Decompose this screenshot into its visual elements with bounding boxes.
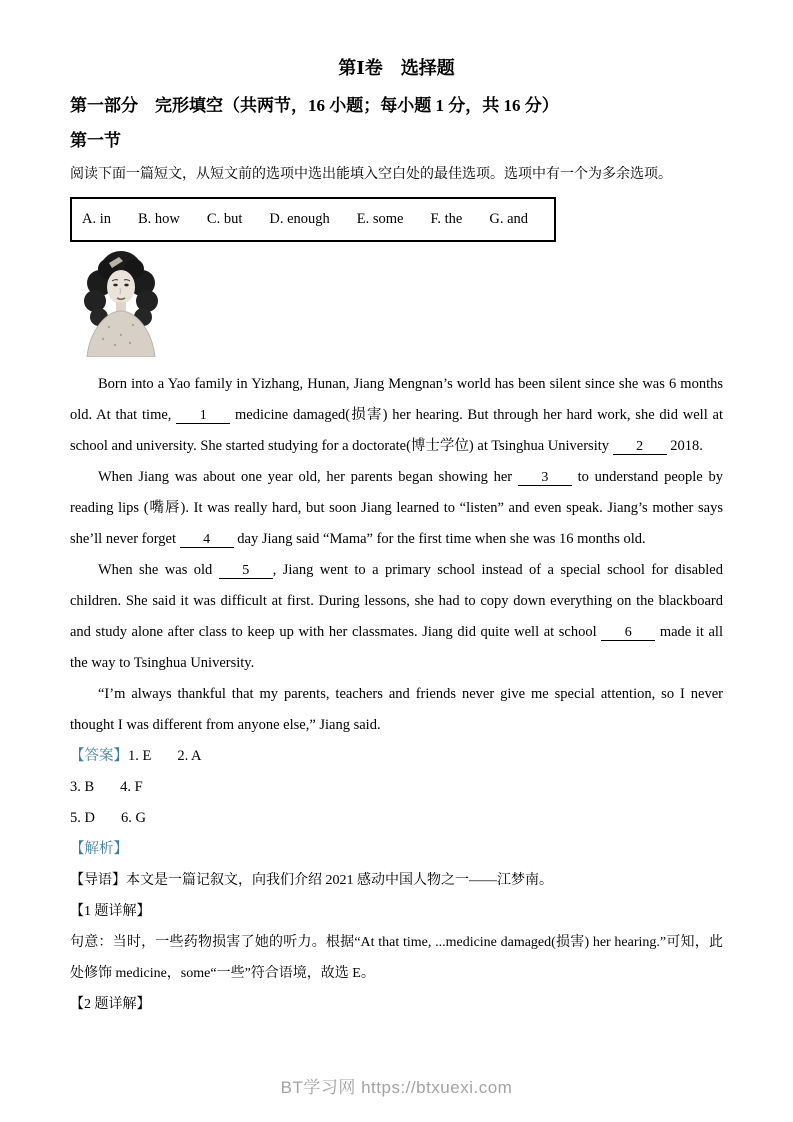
option-f: F. the bbox=[430, 211, 463, 227]
answer-2: 2. A bbox=[177, 748, 202, 764]
cloze-blank: 2 bbox=[613, 439, 667, 455]
passage-paragraph: Born into a Yao family in Yizhang, Hunan, Jiang Mengnan’s world has been silent since she was 6 months old. At that time, 1 medicine damaged(损害) her hearing. But through her hard work, she did well at school and university. She started studying for a doctorate(博士学位) at Tsinghua University 2 2018. bbox=[70, 376, 723, 454]
site-footer: BT学习网 https://btxuexi.com bbox=[280, 1078, 513, 1097]
analysis-item-heading: 【1 题详解】 bbox=[70, 904, 151, 919]
options-box bbox=[70, 197, 556, 242]
option-b: B. how bbox=[138, 211, 180, 227]
option-c: C. but bbox=[206, 211, 243, 227]
volume-title: 第Ⅰ卷 选择题 bbox=[338, 58, 455, 78]
answers-row bbox=[70, 741, 723, 772]
cloze-blank: 6 bbox=[601, 625, 655, 641]
answers-label: 【答案】 bbox=[70, 748, 128, 764]
cloze-blank: 1 bbox=[176, 408, 230, 424]
option-d: D. enough bbox=[269, 211, 330, 227]
option-g: G. and bbox=[489, 211, 529, 227]
answer-1: 1. E bbox=[128, 748, 152, 764]
option-a: A. in bbox=[82, 211, 111, 227]
option-e: E. some bbox=[356, 211, 404, 227]
analysis-intro-label: 【导语】 bbox=[70, 873, 126, 888]
analysis-item-heading: 【2 题详解】 bbox=[70, 997, 151, 1012]
answer-6: 6. G bbox=[120, 810, 146, 826]
answer-3: 3. B bbox=[70, 779, 95, 795]
passage-paragraph: “I’m always thankful that my parents, teachers and friends never give me special attention, so I never thought I was different from anyone else,” Jiang said. bbox=[70, 686, 723, 733]
analysis-intro bbox=[70, 865, 723, 896]
passage bbox=[70, 369, 723, 741]
cloze-blank: 4 bbox=[180, 532, 234, 548]
answers-row bbox=[70, 772, 723, 803]
instructions: 阅读下面一篇短文，从短文前的选项中选出能填入空白处的最佳选项。选项中有一个为多余选项。 bbox=[70, 167, 672, 182]
portrait-photo bbox=[75, 247, 167, 357]
answer-5: 5. D bbox=[70, 810, 95, 826]
analysis-item-body: 句意：当时，一些药物损害了她的听力。根据“At that time, ...medicine damaged(损害) her hearing.”可知，此处修饰 medicine，some“一些”符合语境，故选 E。 bbox=[70, 935, 723, 981]
analysis-section bbox=[70, 834, 723, 1020]
cloze-blank: 3 bbox=[518, 470, 572, 486]
analysis-intro-text: 本文是一篇记叙文，向我们介绍 2021 感动中国人物之一——江梦南。 bbox=[126, 873, 553, 888]
answers-section bbox=[70, 741, 723, 834]
answer-4: 4. F bbox=[120, 779, 143, 795]
section-heading: 第一节 bbox=[70, 131, 121, 150]
answers-row bbox=[70, 803, 723, 834]
cloze-blank: 5 bbox=[219, 563, 273, 579]
passage-paragraph: When she was old 5 , Jiang went to a primary school instead of a special school for disabled children. She said it was difficult at first. During lessons, she had to copy down everything on the blackboard and study alone after class to keep up with her classmates. Jiang did quite well at school 6 made it all the way to Tsinghua University. bbox=[70, 562, 723, 671]
analysis-label-row bbox=[70, 834, 723, 865]
analysis-label: 【解析】 bbox=[70, 841, 128, 857]
passage-paragraph: When Jiang was about one year old, her parents began showing her 3 to understand people by reading lips (嘴唇). It was really hard, but soon Jiang learned to “listen” and even speak. Jiang’s mother says she’ll never forget 4 day Jiang said “Mama” for the first time when she was 16 months old. bbox=[70, 469, 723, 547]
part-heading: 第一部分 完形填空（共两节，16 小题；每小题 1 分，共 16 分） bbox=[70, 96, 559, 115]
